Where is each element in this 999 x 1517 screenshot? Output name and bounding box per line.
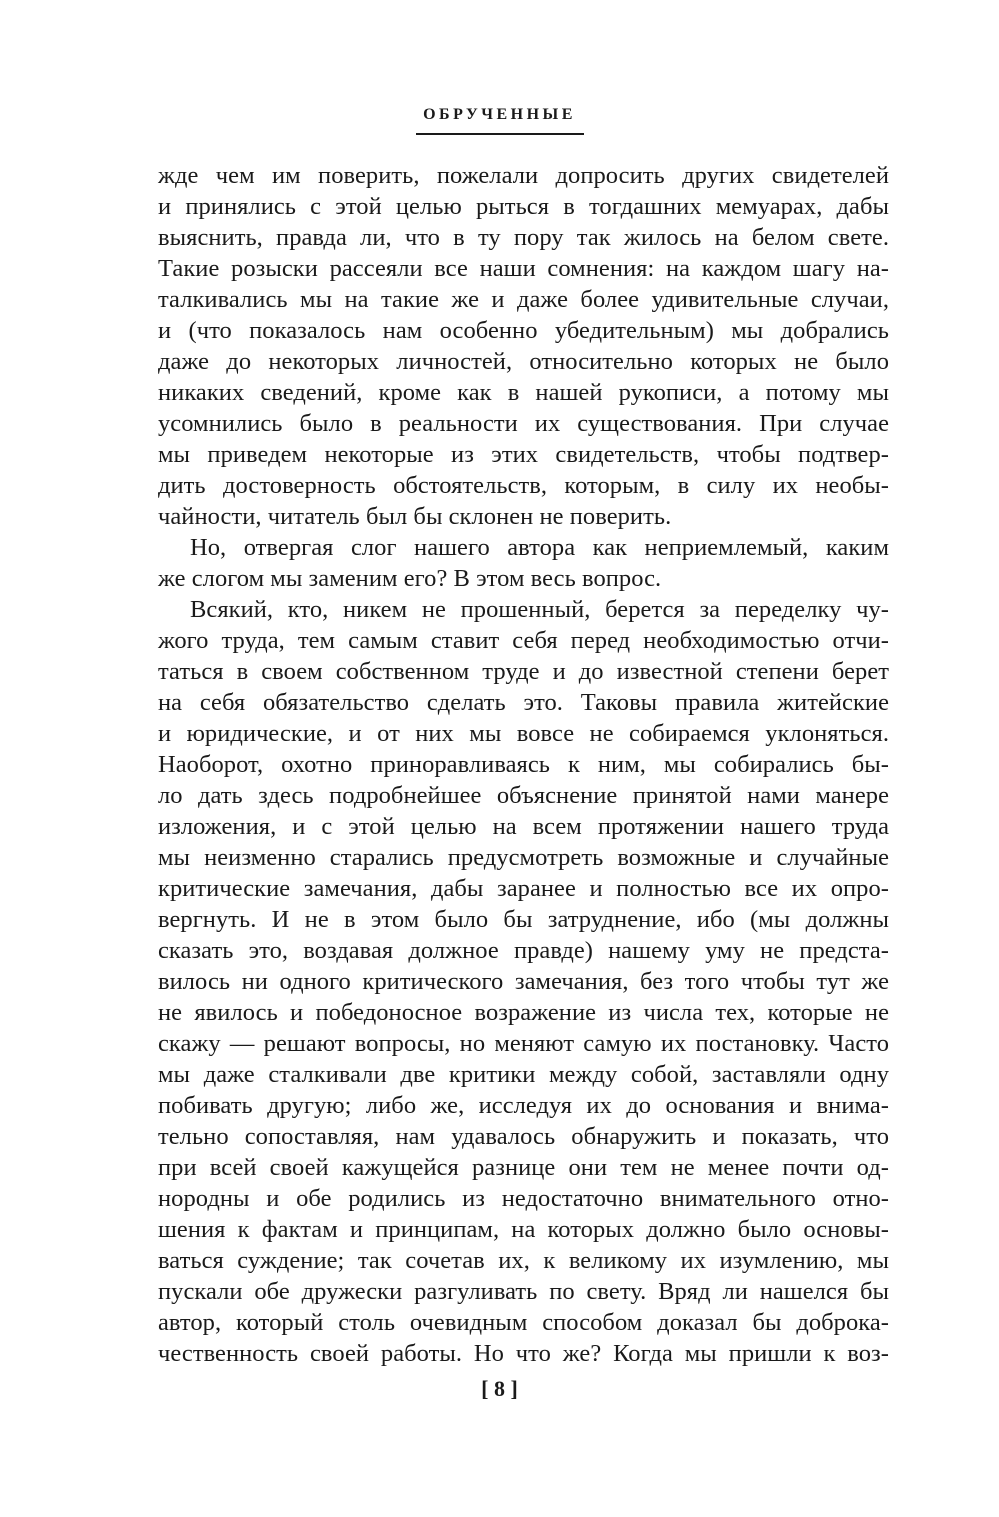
text-line: пускали обе дружески разгуливать по свету. Вряд ли нашелся бы — [158, 1278, 889, 1305]
text-line: даже до некоторых личностей, относительно которых не было — [158, 348, 889, 375]
text-line: и (что показалось нам особенно убедительным) мы добрались — [158, 317, 889, 344]
text-line: Наоборот, охотно приноравливаясь к ним, мы собирались бы- — [158, 751, 889, 778]
paragraph-3 — [158, 594, 889, 1369]
text-line: чайности, читатель был бы склонен не поверить. — [158, 503, 672, 530]
text-line: шения к фактам и принципам, на которых должно было основы- — [158, 1216, 889, 1243]
text-line: побивать другую; либо же, исследуя их до основания и внима- — [158, 1092, 889, 1119]
text-line: мы даже сталкивали две критики между собой, заставляли одну — [158, 1061, 889, 1088]
text-line: нородны и обе родились из недостаточно внимательного отно- — [158, 1185, 889, 1212]
running-head-title: ОБРУЧЕННЫЕ — [423, 106, 576, 123]
text-line: на себя обязательство сделать это. Таковы правила житейские — [158, 689, 889, 716]
running-head — [0, 104, 999, 135]
text-line: Но, отвергая слог нашего автора как неприемлемый, каким — [190, 534, 889, 561]
text-line: автор, который столь очевидным способом доказал бы доброка- — [158, 1309, 889, 1336]
text-line: выяснить, правда ли, что в ту пору так жилось на белом свете. — [158, 224, 889, 251]
text-line: вилось ни одного критического замечания, без того чтобы тут же — [158, 968, 889, 995]
text-line: вергнуть. И не в этом было бы затруднение, ибо (мы должны — [158, 906, 889, 933]
text-line: мы приведем некоторые из этих свидетельств, чтобы подтвер- — [158, 441, 889, 468]
text-line: талкивались мы на такие же и даже более удивительные случаи, — [158, 286, 889, 313]
text-line: и юридические, и от них мы вовсе не собираемся уклоняться. — [158, 720, 889, 747]
running-head-rule — [416, 133, 584, 135]
text-line: ло дать здесь подробнейшее объяснение принятой нами манере — [158, 782, 889, 809]
paragraph-2 — [158, 532, 889, 594]
text-line: чественность своей работы. Но что же? Когда мы пришли к воз- — [158, 1340, 889, 1367]
text-line: же слогом мы заменим его? В этом весь вопрос. — [158, 565, 662, 592]
text-line: изложения, и с этой целью на всем протяжении нашего труда — [158, 813, 889, 840]
body-text — [158, 160, 889, 1369]
text-line: сказать это, воздавая должное правде) нашему уму не предста- — [158, 937, 889, 964]
text-line: Всякий, кто, никем не прошенный, берется за переделку чу- — [190, 596, 889, 623]
text-line: Такие розыски рассеяли все наши сомнения: на каждом шагу на- — [158, 255, 889, 282]
paragraph-1 — [158, 160, 889, 532]
text-line: не явилось и победоносное возражение из числа тех, которые не — [158, 999, 889, 1026]
text-line: жого труда, тем самым ставит себя перед необходимостью отчи- — [158, 627, 889, 654]
page-number: [ 8 ] — [481, 1376, 518, 1401]
text-line: таться в своем собственном труде и до известной степени берет — [158, 658, 889, 685]
text-line: дить достоверность обстоятельств, которым, в силу их необы- — [158, 472, 889, 499]
text-line: при всей своей кажущейся разнице они тем не менее почти од- — [158, 1154, 889, 1181]
text-line: ваться суждение; так сочетав их, к великому их изумлению, мы — [158, 1247, 889, 1274]
text-line: тельно сопоставляя, нам удавалось обнаружить и показать, что — [158, 1123, 889, 1150]
text-line: и принялись с этой целью рыться в тогдашних мемуарах, дабы — [158, 193, 889, 220]
text-line: никаких сведений, кроме как в нашей рукописи, а потому мы — [158, 379, 889, 406]
text-line: мы неизменно старались предусмотреть возможные и случайные — [158, 844, 889, 871]
text-line: критические замечания, дабы заранее и полностью все их опро- — [158, 875, 889, 902]
text-line: усомнились было в реальности их существования. При случае — [158, 410, 889, 437]
text-line: скажу — решают вопросы, но меняют самую их постановку. Часто — [158, 1030, 889, 1057]
text-line: жде чем им поверить, пожелали допросить других свидетелей — [158, 162, 889, 189]
